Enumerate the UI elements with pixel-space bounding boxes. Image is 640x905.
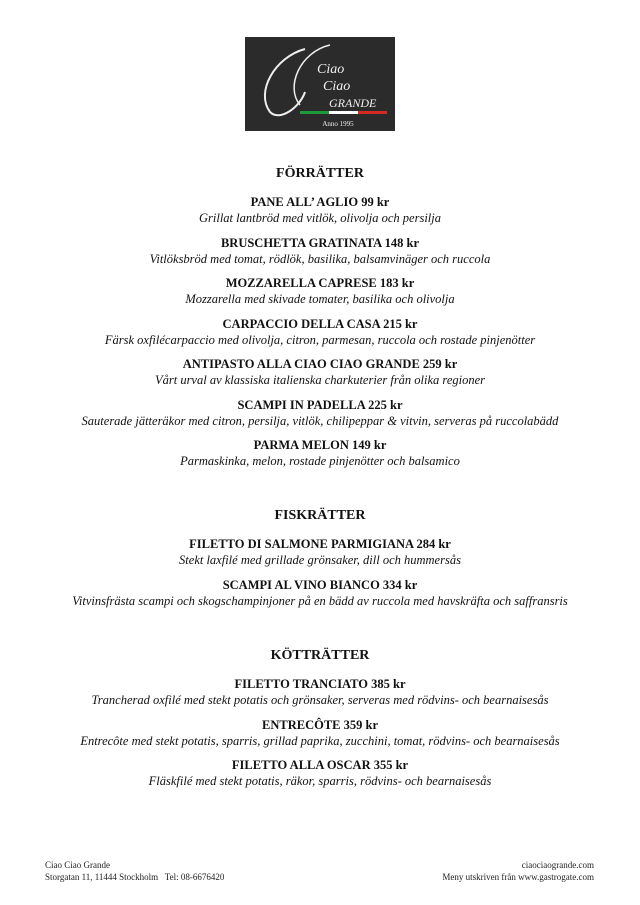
item-name: CARPACCIO DELLA CASA 215 kr xyxy=(222,316,418,331)
menu-item xyxy=(0,356,640,397)
section-forratter xyxy=(0,166,640,478)
item-desc: Trancherad oxfilé med stekt potatis och grönsaker, serveras med rödvins- och bearnaisesås xyxy=(91,693,549,707)
item-name: FILETTO TRANCIATO 385 kr xyxy=(234,677,406,691)
logo-tagline: Anno 1995 xyxy=(322,120,354,128)
menu-item xyxy=(0,577,640,618)
footer-left xyxy=(45,859,224,883)
item-desc: Vårt urval av klassiska italienska charkuterier från olika regioner xyxy=(154,373,486,387)
item-name: PANE ALL’ AGLIO 99 kr xyxy=(250,195,390,209)
menu-item xyxy=(0,757,640,798)
item-desc: Parmaskinka, melon, rostade pinjenötter och balsamico xyxy=(180,454,460,468)
menu-item xyxy=(0,536,640,577)
item-name: FILETTO DI SALMONE PARMIGIANA 284 kr xyxy=(189,537,451,551)
item-name: BRUSCHETTA GRATINATA 148 kr xyxy=(220,235,420,250)
menu-item xyxy=(0,316,640,357)
item-name: SCAMPI AL VINO BIANCO 334 kr xyxy=(222,577,418,592)
item-desc: Sauterade jätteräkor med citron, persilja, vitlök, chilipeppar & vitvin, serveras på ruccolabädd xyxy=(81,413,559,428)
footer-address: Storgatan 11, 11444 Stockholm Tel: 08-6676420 xyxy=(45,872,225,882)
item-name: PARMA MELON 149 kr xyxy=(253,438,387,452)
item-desc: Mozzarella med skivade tomater, basilika och olivolja xyxy=(185,292,455,306)
section-kottratter xyxy=(0,648,640,798)
menu-item xyxy=(0,676,640,717)
item-desc: Vitlöksbröd med tomat, rödlök, basilika, balsamvinäger och ruccola xyxy=(149,251,491,266)
item-name: ANTIPASTO ALLA CIAO CIAO GRANDE 259 kr xyxy=(182,357,458,371)
logo-text-grande: GRANDE xyxy=(329,96,377,110)
menu-item xyxy=(0,437,640,478)
item-name: SCAMPI IN PADELLA 225 kr xyxy=(237,397,403,412)
section-fiskratter xyxy=(0,508,640,617)
menu-item xyxy=(0,275,640,316)
logo-text-ciao-2: Ciao xyxy=(323,79,351,94)
logo-text-ciao-1: Ciao xyxy=(317,62,345,77)
footer-website[interactable]: ciaociaogrande.com xyxy=(521,860,594,870)
item-desc: Grillat lantbröd med vitlök, olivolja och persilja xyxy=(199,211,441,225)
menu-item xyxy=(0,717,640,758)
item-desc: Vitvinsfrästa scampi och skogschampinjoner på en bädd av ruccola med havskräfta och saffransris xyxy=(72,593,568,608)
footer-restaurant: Ciao Ciao Grande xyxy=(45,860,110,870)
menu-item xyxy=(0,235,640,276)
item-name: ENTRECÔTE 359 kr xyxy=(262,717,378,732)
item-desc: Färsk oxfilécarpaccio med olivolja, citron, parmesan, ruccola och rostade pinjenötter xyxy=(104,332,536,347)
footer-right xyxy=(442,859,594,883)
item-name: MOZZARELLA CAPRESE 183 kr xyxy=(225,276,415,290)
menu-item xyxy=(0,194,640,235)
item-desc: Stekt laxfilé med grillade grönsaker, dill och hummersås xyxy=(179,553,461,567)
section-title: FISKRÄTTER xyxy=(274,508,366,523)
section-title: KÖTTRÄTTER xyxy=(270,648,370,663)
item-name: FILETTO ALLA OSCAR 355 kr xyxy=(231,758,409,772)
item-desc: Fläskfilé med stekt potatis, räkor, sparris, rödvins- och bearnaisesås xyxy=(148,774,492,788)
menu-item xyxy=(0,397,640,438)
footer-printed: Meny utskriven från www.gastrogate.com xyxy=(442,872,594,882)
item-desc: Entrecôte med stekt potatis, sparris, grillad paprika, zucchini, tomat, rödvins- och bearnaisesås xyxy=(80,733,560,748)
restaurant-logo xyxy=(245,37,395,131)
section-title: FÖRRÄTTER xyxy=(276,166,364,181)
